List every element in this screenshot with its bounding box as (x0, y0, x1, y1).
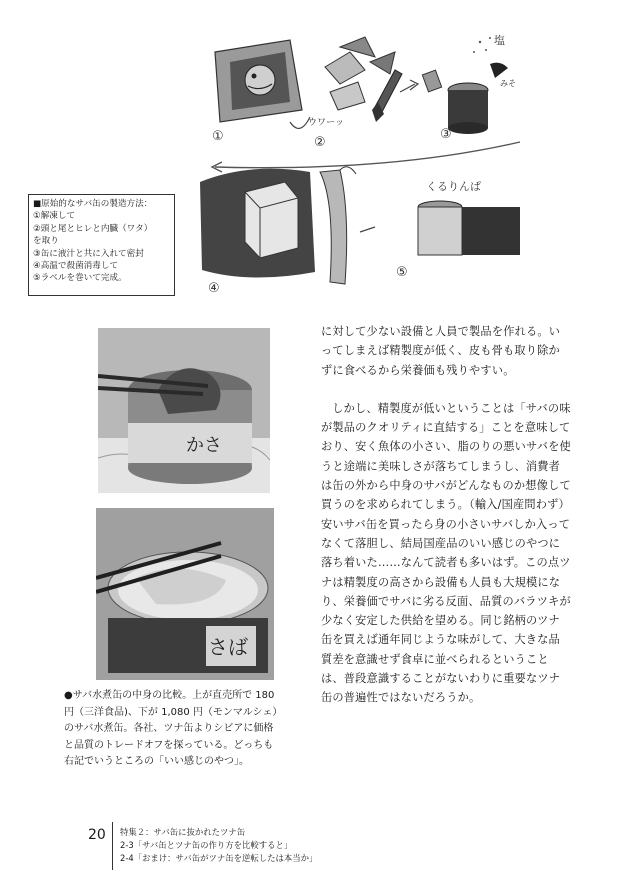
photo-cheap-mackerel-can (98, 328, 270, 493)
method-step: ①解凍して (33, 211, 76, 222)
bottom-can-label: さば (208, 635, 248, 659)
manufacturing-method-box (28, 194, 175, 296)
footer-line: 特集２：サバ缶に抜かれたツナ缶 (120, 827, 246, 837)
footer-divider (112, 822, 113, 870)
article-body (321, 322, 571, 708)
photo-caption: ●サバ水煮缶の中身の比較。上が直売所で 180 円（三洋食品)、下が 1,080 円（モンマルシェ）のサバ水煮缶。各社、ツナ缶よりシビアに価格と品質のトレードオフを探っている。どっちも右記でいうところの「いい感じのやつ」。 (64, 690, 278, 768)
step-number-1: ① (212, 129, 224, 144)
labeling-drawing (418, 201, 520, 255)
photo-premium-mackerel-can (96, 508, 274, 680)
method-step: ③缶に液汁と共に入れて密封 (33, 248, 144, 259)
method-title: ■原始的なサバ缶の製造方法： (33, 199, 153, 209)
process-illustration (190, 22, 590, 307)
step-number-4: ④ (208, 281, 220, 296)
seasoned-can-drawing (422, 37, 508, 134)
method-step: ②頭と尾とヒレと内臓（ワタ） (33, 223, 153, 234)
step-number-5: ⑤ (396, 265, 408, 280)
salt-label: 塩 (494, 34, 505, 47)
footer-section-info (120, 826, 317, 865)
sterilization-drawing (200, 167, 356, 284)
miso-label: みそ (500, 79, 516, 88)
uwaa-label: ウワーッ (308, 118, 345, 128)
page-number: 20 (88, 827, 106, 843)
footer-line: 2-4「おまけ：サバ缶がツナ缶を逆転したは本当か」 (120, 853, 318, 863)
step-number-3: ③ (440, 127, 452, 142)
method-step: ④高温で殺菌消毒して (33, 261, 119, 272)
paragraph: に対して少ない設備と人員で製品を作れる。いってしまえば精製度が低く、皮も骨も取り除かずに食べるから栄養価も残りやすい。 (321, 325, 561, 377)
method-step: ⑤ラベルを巻いて完成。 (33, 273, 127, 284)
method-step: を取り (33, 236, 59, 247)
step-number-2: ② (314, 135, 326, 150)
kururinpa-label: くるりんぱ (426, 180, 481, 193)
footer-line: 2-3「サバ缶とツナ缶の作り方を比較すると」 (120, 840, 293, 850)
cutting-fish-drawing (325, 37, 402, 122)
frozen-fish-drawing (215, 40, 302, 122)
paragraph: しかし、精製度が低いということは「サバの味が製品のクオリティに直結する」ことを意味しており、安く魚体の小さい、脂のりの悪いサバを使うと途端に美味しさが落ちてしまうし、消費者は缶の外から中身のサバがどんなものか想像して買うのを求められてしまう。（輸入/国産問わず）安いサバ缶を買ったら身の小さいサバしか入ってなくて落胆し、結局国産品のいい感じのやつに落ち着いた……なんて読者も多いはず。この点ツナは精製度の高さから設備も人員も大規模になり、栄養価でサバに劣る反面、品質のバラツキが少なく安定した供給を望める。同じ銘柄のツナ缶を買えば通年同じような味がして、大きな品質差を意識せず食卓に並べられるということは、普段意識することがないわりに重要なツナ缶の普遍性ではないだろうか。 (321, 401, 571, 705)
top-can-label: かさ (186, 435, 222, 456)
